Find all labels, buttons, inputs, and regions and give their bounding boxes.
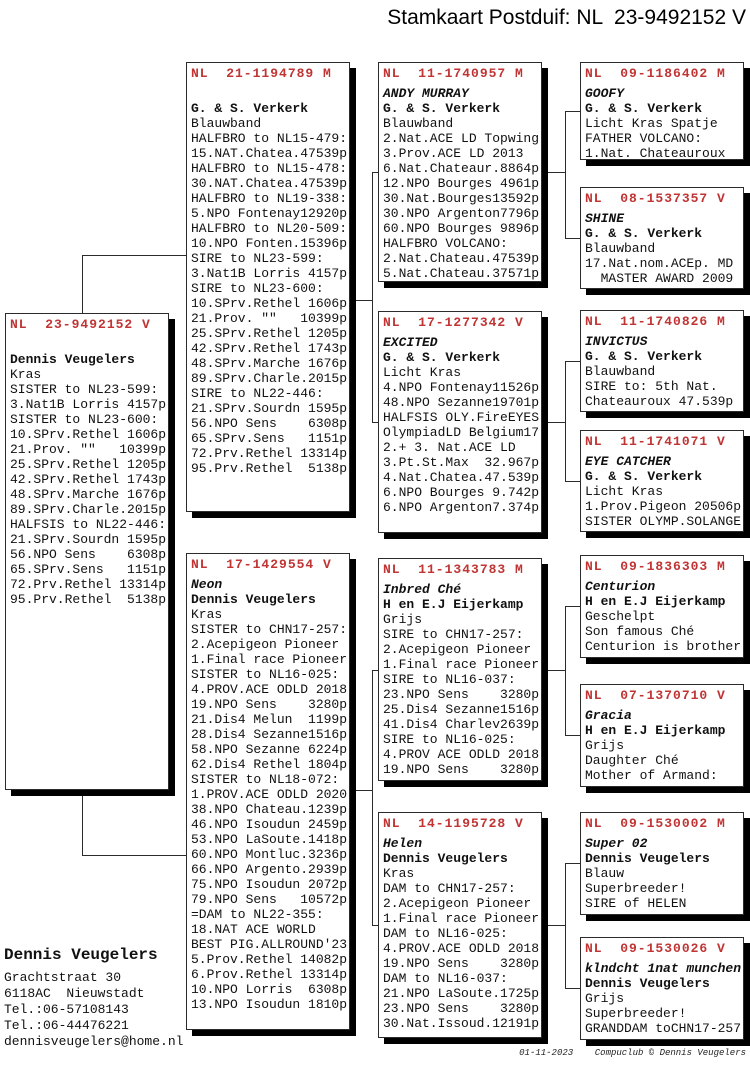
feather-color: Geschelpt bbox=[585, 609, 656, 624]
performance-line: 2.Acepigeon Pioneer bbox=[383, 896, 532, 911]
performance-line: 95.Prv.Rethel 5138p bbox=[10, 592, 167, 607]
feather-color: Licht Kras bbox=[383, 365, 462, 380]
owner-phone: Tel.:06-57108143 bbox=[4, 1002, 129, 1017]
feather-color: Blauwband bbox=[585, 364, 656, 379]
performance-line: 19.NPO Sens 3280p bbox=[383, 762, 540, 777]
performance-line: 2.Acepigeon Pioneer bbox=[383, 642, 532, 657]
ring-number: NL 08-1537357 V bbox=[585, 191, 726, 206]
connector-line bbox=[82, 255, 186, 256]
pedigree-box-sire-sire-dam bbox=[580, 187, 744, 289]
feather-color: Blauw bbox=[585, 866, 625, 881]
owner-address-line: Grachtstraat 30 bbox=[4, 970, 122, 985]
performance-line: SISTER to NL23-600: bbox=[10, 412, 159, 427]
performance-line: HALFBRO VOLCANO: bbox=[383, 236, 508, 251]
connector-line bbox=[350, 300, 372, 301]
performance-line: DAM to CHN17-257: bbox=[383, 881, 516, 896]
performance-line: 30.Nat.Bourges13592p bbox=[383, 191, 540, 206]
ring-number: NL 09-1530002 M bbox=[585, 816, 726, 831]
pigeon-name bbox=[191, 86, 348, 101]
performance-line: SIRE to NL23-599: bbox=[191, 251, 324, 266]
performance-line: 72.Prv.Rethel 13314p bbox=[10, 577, 167, 592]
connector-line bbox=[565, 111, 566, 238]
performance-line: SISTER to NL23-599: bbox=[10, 382, 159, 397]
performance-line: 13.NPO Isoudun 1810p bbox=[191, 997, 348, 1012]
performance-line: 10.SPrv.Rethel 1606p bbox=[191, 296, 348, 311]
performance-line: 46.NPO Isoudun 2459p bbox=[191, 817, 348, 832]
ring-number: NL 07-1370710 V bbox=[585, 688, 726, 703]
performance-line: SIRE to NL16-025: bbox=[383, 732, 516, 747]
performance-line: OlympiadLD Belgium17 bbox=[383, 425, 540, 440]
pedigree-box-dam-dam-sire bbox=[580, 812, 744, 915]
performance-line: 72.Prv.Rethel 13314p bbox=[191, 446, 348, 461]
pedigree-box-sire bbox=[186, 62, 350, 512]
performance-line: 6.Nat.Chateaur.8864p bbox=[383, 161, 540, 176]
pedigree-box-dam-sire bbox=[378, 558, 542, 781]
performance-line: Superbreeder! bbox=[585, 1006, 687, 1021]
performance-line: 23.NPO Sens 3280p bbox=[383, 687, 540, 702]
performance-line: 18.NAT ACE WORLD bbox=[191, 922, 316, 937]
pedigree-box-dam-dam-dam bbox=[580, 937, 744, 1040]
performance-line: 10.NPO Fonten.15396p bbox=[191, 236, 348, 251]
connector-line bbox=[565, 238, 580, 239]
performance-line: 1.Final race Pioneer bbox=[383, 657, 540, 672]
performance-line: HALFBRO to NL15-479: bbox=[191, 131, 348, 146]
connector-line bbox=[82, 855, 186, 856]
ring-number: NL 21-1194789 M bbox=[191, 66, 332, 81]
feather-color: Grijs bbox=[585, 991, 625, 1006]
performance-line: 3.Prov.ACE LD 2013 bbox=[383, 146, 524, 161]
performance-line: Daughter Ché bbox=[585, 753, 679, 768]
breeder-name: G. & S. Verkerk bbox=[383, 101, 501, 116]
pedigree-box-dam-sire-dam bbox=[580, 684, 744, 787]
performance-line: 56.NPO Sens 6308p bbox=[191, 416, 348, 431]
feather-color: Kras bbox=[191, 607, 223, 622]
owner-phone: Tel.:06-44476221 bbox=[4, 1018, 129, 1033]
pedigree-box-sire-dam-dam bbox=[580, 430, 744, 532]
connector-line bbox=[565, 111, 580, 112]
ring-number: NL 17-1277342 V bbox=[383, 315, 524, 330]
performance-line: Mother of Armand: bbox=[585, 768, 718, 783]
breeder-name: H en E.J Eijerkamp bbox=[383, 597, 524, 612]
performance-line: 89.SPrv.Charle.2015p bbox=[191, 371, 348, 386]
performance-line: Chateauroux 47.539p bbox=[585, 394, 734, 409]
connector-line bbox=[372, 670, 373, 925]
performance-line: 4.PROV.ACE ODLD 2018 bbox=[383, 941, 540, 956]
performance-line: 10.SPrv.Rethel 1606p bbox=[10, 427, 167, 442]
connector-line bbox=[82, 790, 83, 855]
pigeon-name: Neon bbox=[191, 577, 223, 592]
performance-line: HALFBRO to NL15-478: bbox=[191, 161, 348, 176]
connector-line bbox=[82, 255, 83, 313]
ring-number: NL 11-1741071 V bbox=[585, 434, 726, 449]
performance-line: Centurion is brother bbox=[585, 639, 742, 654]
performance-line: 2.Nat.ACE LD Topwing bbox=[383, 131, 540, 146]
pigeon-name: SHINE bbox=[585, 211, 625, 226]
performance-line: 79.NPO Sens 10572p bbox=[191, 892, 348, 907]
performance-line: 42.SPrv.Rethel 1743p bbox=[10, 472, 167, 487]
performance-line: 5.Prov.Rethel 14082p bbox=[191, 952, 348, 967]
performance-line: 3.Nat1B Lorris 4157p bbox=[191, 266, 348, 281]
connector-line bbox=[565, 361, 566, 481]
performance-line: 58.NPO Sezanne 6224p bbox=[191, 742, 348, 757]
ring-number: NL 11-1740957 M bbox=[383, 66, 524, 81]
connector-line bbox=[350, 790, 372, 791]
breeder-name: Dennis Veugelers bbox=[10, 352, 135, 367]
connector-line bbox=[565, 735, 580, 736]
breeder-name: H en E.J Eijerkamp bbox=[585, 594, 726, 609]
performance-line: DAM to NL16-025: bbox=[383, 926, 508, 941]
performance-line: =DAM to NL22-355: bbox=[191, 907, 324, 922]
performance-line: 65.SPrv.Sens 1151p bbox=[10, 562, 167, 577]
performance-line: 6.NPO Bourges 9.742p bbox=[383, 485, 540, 500]
performance-line: 4.PROV.ACE ODLD 2018 bbox=[191, 682, 348, 697]
performance-line: 65.SPrv.Sens 1151p bbox=[191, 431, 348, 446]
performance-line: 30.NAT.Chatea.47539p bbox=[191, 176, 348, 191]
connector-line bbox=[565, 863, 580, 864]
performance-line: 60.NPO Montluc.3236p bbox=[191, 847, 348, 862]
breeder-name: G. & S. Verkerk bbox=[585, 101, 703, 116]
feather-color: Licht Kras bbox=[585, 484, 664, 499]
owner-block bbox=[4, 946, 183, 1050]
performance-line: 6.Prov.Rethel 13314p bbox=[191, 967, 348, 982]
pigeon-name: Centurion bbox=[585, 579, 656, 594]
connector-line bbox=[565, 481, 580, 482]
connector-line bbox=[372, 172, 373, 422]
pedigree-box-subject bbox=[5, 313, 169, 790]
performance-line: SIRE to CHN17-257: bbox=[383, 627, 524, 642]
performance-line: 1.Nat. Chateauroux bbox=[585, 146, 726, 161]
owner-address-line: 6118AC Nieuwstadt bbox=[4, 986, 145, 1001]
performance-line: SIRE to NL22-446: bbox=[191, 386, 324, 401]
performance-line: SISTER to CHN17-257: bbox=[191, 622, 348, 637]
performance-line: 3.Pt.St.Max 32.967p bbox=[383, 455, 540, 470]
connector-line bbox=[565, 988, 580, 989]
performance-line: 10.NPO Lorris 6308p bbox=[191, 982, 348, 997]
connector-line bbox=[565, 606, 580, 607]
performance-line: 41.Dis4 Charlev2639p bbox=[383, 717, 540, 732]
performance-line: 62.Dis4 Rethel 1804p bbox=[191, 757, 348, 772]
feather-color: Blauwband bbox=[585, 241, 656, 256]
performance-line: 21.Dis4 Melun 1199p bbox=[191, 712, 348, 727]
pigeon-name: Super 02 bbox=[585, 836, 648, 851]
performance-line: 56.NPO Sens 6308p bbox=[10, 547, 167, 562]
feather-color: Grijs bbox=[383, 612, 423, 627]
performance-line: 6.NPO Argenton7.374p bbox=[383, 500, 540, 515]
performance-line: 15.NAT.Chatea.47539p bbox=[191, 146, 348, 161]
performance-line: 21.SPrv.Sourdn 1595p bbox=[191, 401, 348, 416]
ring-number: NL 11-1740826 M bbox=[585, 314, 726, 329]
breeder-name: G. & S. Verkerk bbox=[585, 349, 703, 364]
feather-color: Kras bbox=[10, 367, 42, 382]
connector-line bbox=[542, 422, 565, 423]
pigeon-name: ANDY MURRAY bbox=[383, 86, 469, 101]
performance-line: 21.NPO LaSoute.1725p bbox=[383, 986, 540, 1001]
pedigree-box-dam bbox=[186, 553, 350, 1030]
connector-line bbox=[542, 925, 565, 926]
feather-color: Kras bbox=[383, 866, 415, 881]
performance-line: 25.SPrv.Rethel 1205p bbox=[10, 457, 167, 472]
ring-number: NL 17-1429554 V bbox=[191, 557, 332, 572]
performance-line: 38.NPO Chateau.1239p bbox=[191, 802, 348, 817]
pigeon-name: INVICTUS bbox=[585, 334, 648, 349]
performance-line: SIRE of HELEN bbox=[585, 896, 687, 911]
pigeon-name: EXCITED bbox=[383, 335, 438, 350]
ring-number: NL 09-1530026 V bbox=[585, 941, 726, 956]
performance-line: 48.NPO Sezanne19701p bbox=[383, 395, 540, 410]
feather-color: Blauwband bbox=[191, 116, 262, 131]
performance-line: 4.PROV ACE ODLD 2018 bbox=[383, 747, 540, 762]
ring-number: NL 09-1836303 M bbox=[585, 559, 726, 574]
ring-number: NL 23-9492152 V bbox=[10, 317, 151, 332]
performance-line: 3.Nat1B Lorris 4157p bbox=[10, 397, 167, 412]
pigeon-name bbox=[10, 337, 167, 352]
performance-line: 30.NPO Argenton7796p bbox=[383, 206, 540, 221]
breeder-name: Dennis Veugelers bbox=[383, 851, 508, 866]
pedigree-box-sire-dam bbox=[378, 311, 542, 533]
pigeon-name: Inbred Ché bbox=[383, 582, 462, 597]
performance-line: SISTER to NL18-072: bbox=[191, 772, 340, 787]
performance-line: SISTER OLYMP.SOLANGE bbox=[585, 514, 742, 529]
performance-line: 42.SPrv.Rethel 1743p bbox=[191, 341, 348, 356]
pedigree-box-sire-sire-sire bbox=[580, 62, 744, 160]
connector-line bbox=[542, 670, 565, 671]
performance-line: SISTER to NL16-025: bbox=[191, 667, 340, 682]
performance-line: Son famous Ché bbox=[585, 624, 695, 639]
pigeon-name: Gracia bbox=[585, 708, 632, 723]
performance-line: 21.Prov. "" 10399p bbox=[191, 311, 348, 326]
performance-line: 1.Final race Pioneer bbox=[191, 652, 348, 667]
performance-line: SIRE to NL23-600: bbox=[191, 281, 324, 296]
performance-line: 30.Nat.Issoud.12191p bbox=[383, 1016, 540, 1031]
performance-line: SIRE to: 5th Nat. bbox=[585, 379, 718, 394]
performance-line: 21.Prov. "" 10399p bbox=[10, 442, 167, 457]
breeder-name: Dennis Veugelers bbox=[585, 976, 710, 991]
performance-line: HALFSIS to NL22-446: bbox=[10, 517, 167, 532]
pedigree-box-sire-sire bbox=[378, 62, 542, 282]
performance-line: 19.NPO Sens 3280p bbox=[383, 956, 540, 971]
page-title: Stamkaart Postduif: NL 23-9492152 V bbox=[387, 6, 746, 29]
performance-line: MASTER AWARD 2009 bbox=[585, 271, 734, 286]
performance-line: 19.NPO Sens 3280p bbox=[191, 697, 348, 712]
pigeon-name: GOOFY bbox=[585, 86, 625, 101]
performance-line: 1.PROV.ACE ODLD 2020 bbox=[191, 787, 348, 802]
performance-line: 48.SPrv.Marche 1676p bbox=[191, 356, 348, 371]
performance-line: 5.NPO Fontenay12920p bbox=[191, 206, 348, 221]
performance-line: 48.SPrv.Marche 1676p bbox=[10, 487, 167, 502]
owner-name: Dennis Veugelers bbox=[4, 946, 158, 964]
breeder-name: G. & S. Verkerk bbox=[585, 469, 703, 484]
performance-line: 21.SPrv.Sourdn 1595p bbox=[10, 532, 167, 547]
breeder-name: Dennis Veugelers bbox=[191, 592, 316, 607]
performance-line: Superbreeder! bbox=[585, 881, 687, 896]
performance-line: 66.NPO Argento.2939p bbox=[191, 862, 348, 877]
performance-line: HALFBRO to NL19-338: bbox=[191, 191, 348, 206]
performance-line: 4.NPO Fontenay11526p bbox=[383, 380, 540, 395]
performance-line: 89.SPrv.Charle.2015p bbox=[10, 502, 167, 517]
performance-line: 2.+ 3. Nat.ACE LD bbox=[383, 440, 516, 455]
breeder-name: H en E.J Eijerkamp bbox=[585, 723, 726, 738]
performance-line: 25.SPrv.Rethel 1205p bbox=[191, 326, 348, 341]
connector-line bbox=[565, 606, 566, 735]
performance-line: 17.Nat.nom.ACEp. MD bbox=[585, 256, 734, 271]
owner-email: dennisveugelers@home.nl bbox=[4, 1034, 184, 1049]
performance-line: 12.NPO Bourges 4961p bbox=[383, 176, 540, 191]
connector-line bbox=[565, 863, 566, 988]
performance-line: 2.Nat.Chateau.47539p bbox=[383, 251, 540, 266]
pedigree-box-sire-dam-sire bbox=[580, 310, 744, 412]
ring-number: NL 14-1195728 V bbox=[383, 816, 524, 831]
performance-line: FATHER VOLCANO: bbox=[585, 131, 703, 146]
performance-line: 5.Nat.Chateau.37571p bbox=[383, 266, 540, 281]
performance-line: 95.Prv.Rethel 5138p bbox=[191, 461, 348, 476]
performance-line: GRANDDAM toCHN17-257 bbox=[585, 1021, 742, 1036]
performance-line: 23.NPO Sens 3280p bbox=[383, 1001, 540, 1016]
pigeon-name: EYE CATCHER bbox=[585, 454, 671, 469]
breeder-name: G. & S. Verkerk bbox=[191, 101, 309, 116]
performance-line: 1.Prov.Pigeon 20506p bbox=[585, 499, 742, 514]
performance-line: HALFBRO to NL20-509: bbox=[191, 221, 348, 236]
feather-color: Blauwband bbox=[383, 116, 454, 131]
performance-line: 28.Dis4 Sezanne1516p bbox=[191, 727, 348, 742]
pedigree-box-dam-sire-sire bbox=[580, 555, 744, 658]
performance-line: 53.NPO LaSoute.1418p bbox=[191, 832, 348, 847]
pigeon-name: Helen bbox=[383, 836, 423, 851]
pigeon-name: klndcht 1nat munchen bbox=[585, 961, 742, 976]
performance-line: 2.Acepigeon Pioneer bbox=[191, 637, 340, 652]
ring-number: NL 09-1186402 M bbox=[585, 66, 726, 81]
footer-credit: 01-11-2023 Compuclub © Dennis Veugelers bbox=[519, 1048, 746, 1058]
connector-line bbox=[565, 361, 580, 362]
performance-line: HALFSIS OLY.FireEYES bbox=[383, 410, 540, 425]
ring-number: NL 11-1343783 M bbox=[383, 562, 524, 577]
feather-color: Grijs bbox=[585, 738, 625, 753]
feather-color: Licht Kras Spatje bbox=[585, 116, 718, 131]
breeder-name: Dennis Veugelers bbox=[585, 851, 710, 866]
performance-line: SIRE to NL16-037: bbox=[383, 672, 516, 687]
pedigree-box-dam-dam bbox=[378, 812, 542, 1038]
breeder-name: G. & S. Verkerk bbox=[383, 350, 501, 365]
performance-line: DAM to NL16-037: bbox=[383, 971, 508, 986]
performance-line: 60.NPO Bourges 9896p bbox=[383, 221, 540, 236]
connector-line bbox=[542, 172, 565, 173]
performance-line: 25.Dis4 Sezanne1516p bbox=[383, 702, 540, 717]
performance-line: 75.NPO Isoudun 2072p bbox=[191, 877, 348, 892]
performance-line: BEST PIG.ALLROUND'23 bbox=[191, 937, 348, 952]
breeder-name: G. & S. Verkerk bbox=[585, 226, 703, 241]
performance-line: 1.Final race Pioneer bbox=[383, 911, 540, 926]
performance-line: 4.Nat.Chatea.47.539p bbox=[383, 470, 540, 485]
